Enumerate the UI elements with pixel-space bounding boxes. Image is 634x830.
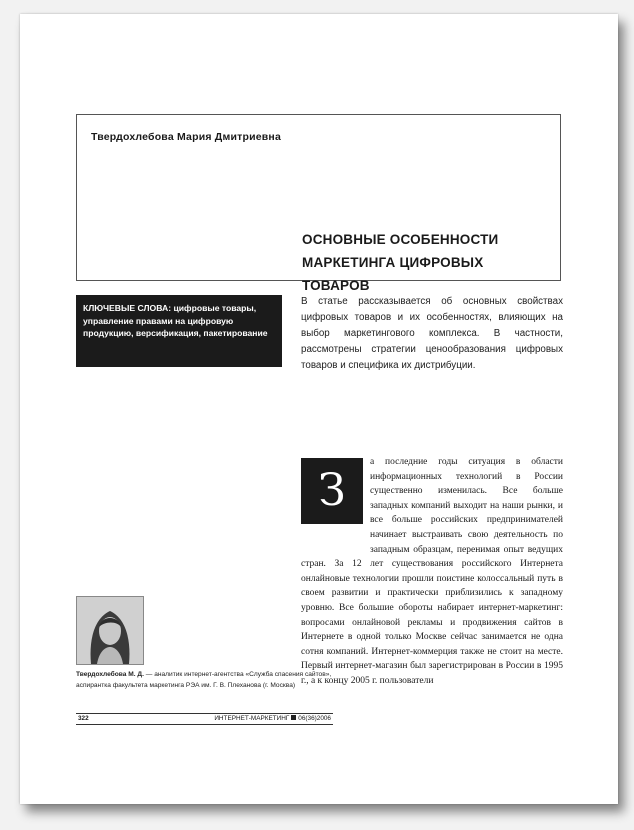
page-number: 322 xyxy=(78,715,89,722)
drop-cap: З xyxy=(301,458,363,524)
author-bio xyxy=(76,669,356,691)
author-photo xyxy=(76,596,144,665)
article-header-box xyxy=(76,114,561,293)
article-abstract: В статье рассказывается об основных свойствах цифровых товаров и их особенностях, влияющих на выбор маркетингового комплекса. В частности, рассмотрены стратегии ценообразования цифровых товаров и специфика их дистрибуции. xyxy=(301,296,563,371)
journal-info xyxy=(214,714,331,724)
journal-issue: 06(36)2006 xyxy=(298,715,331,722)
square-bullet-icon xyxy=(291,715,296,720)
article-title xyxy=(302,228,552,297)
bio-name: Твердохлебова М. Д. xyxy=(76,671,144,678)
page-footer xyxy=(76,713,333,725)
bio-text: — аналитик интернет-агентства «Служба спасения сайтов», аспирантка факультета маркетинга РЭА им. Г. В. Плеханова (г. Москва) xyxy=(76,671,332,689)
keywords-label: КЛЮЧЕВЫЕ СЛОВА: xyxy=(83,303,172,313)
title-line-2: МАРКЕТИНГА ЦИФРОВЫХ ТОВАРОВ xyxy=(302,255,484,293)
title-line-1: ОСНОВНЫЕ ОСОБЕННОСТИ xyxy=(302,232,499,247)
author-portrait-icon xyxy=(77,597,143,664)
journal-page xyxy=(20,14,618,804)
body-paragraph: а последние годы ситуация в области информационных технологий в России существенно изменилась. Все больше западных компаний выходит на наши рынки, и все больше российских предпринимателей начинает выстраивать свою деятельность по западным образцам, перенимая опыт ведущих стран. За 12 лет существования российского Интернета онлайновые технологии прошли поистине колоссальный путь в своем развитии и практически приблизились к западному уровню. Все большие обороты набирает интернет-маркетинг: вопросами онлайновой рекламы и продвижения сайтов в Интернете в одной только Москве сейчас занимается не одна сотня компаний. Интернет-коммерция также не стоит на месте. Первый интернет-магазин был зарегистрирован в России в 1995 г., а к концу 2005 г. пользователи xyxy=(301,457,563,686)
journal-name: ИНТЕРНЕТ-МАРКЕТИНГ xyxy=(214,715,290,722)
author-name: Твердохлебова Мария Дмитриевна xyxy=(91,131,282,143)
keywords-box xyxy=(76,295,282,367)
keywords-text: цифровые товары, управление правами на цифровую продукцию, версификация, пакетирование xyxy=(83,303,268,338)
